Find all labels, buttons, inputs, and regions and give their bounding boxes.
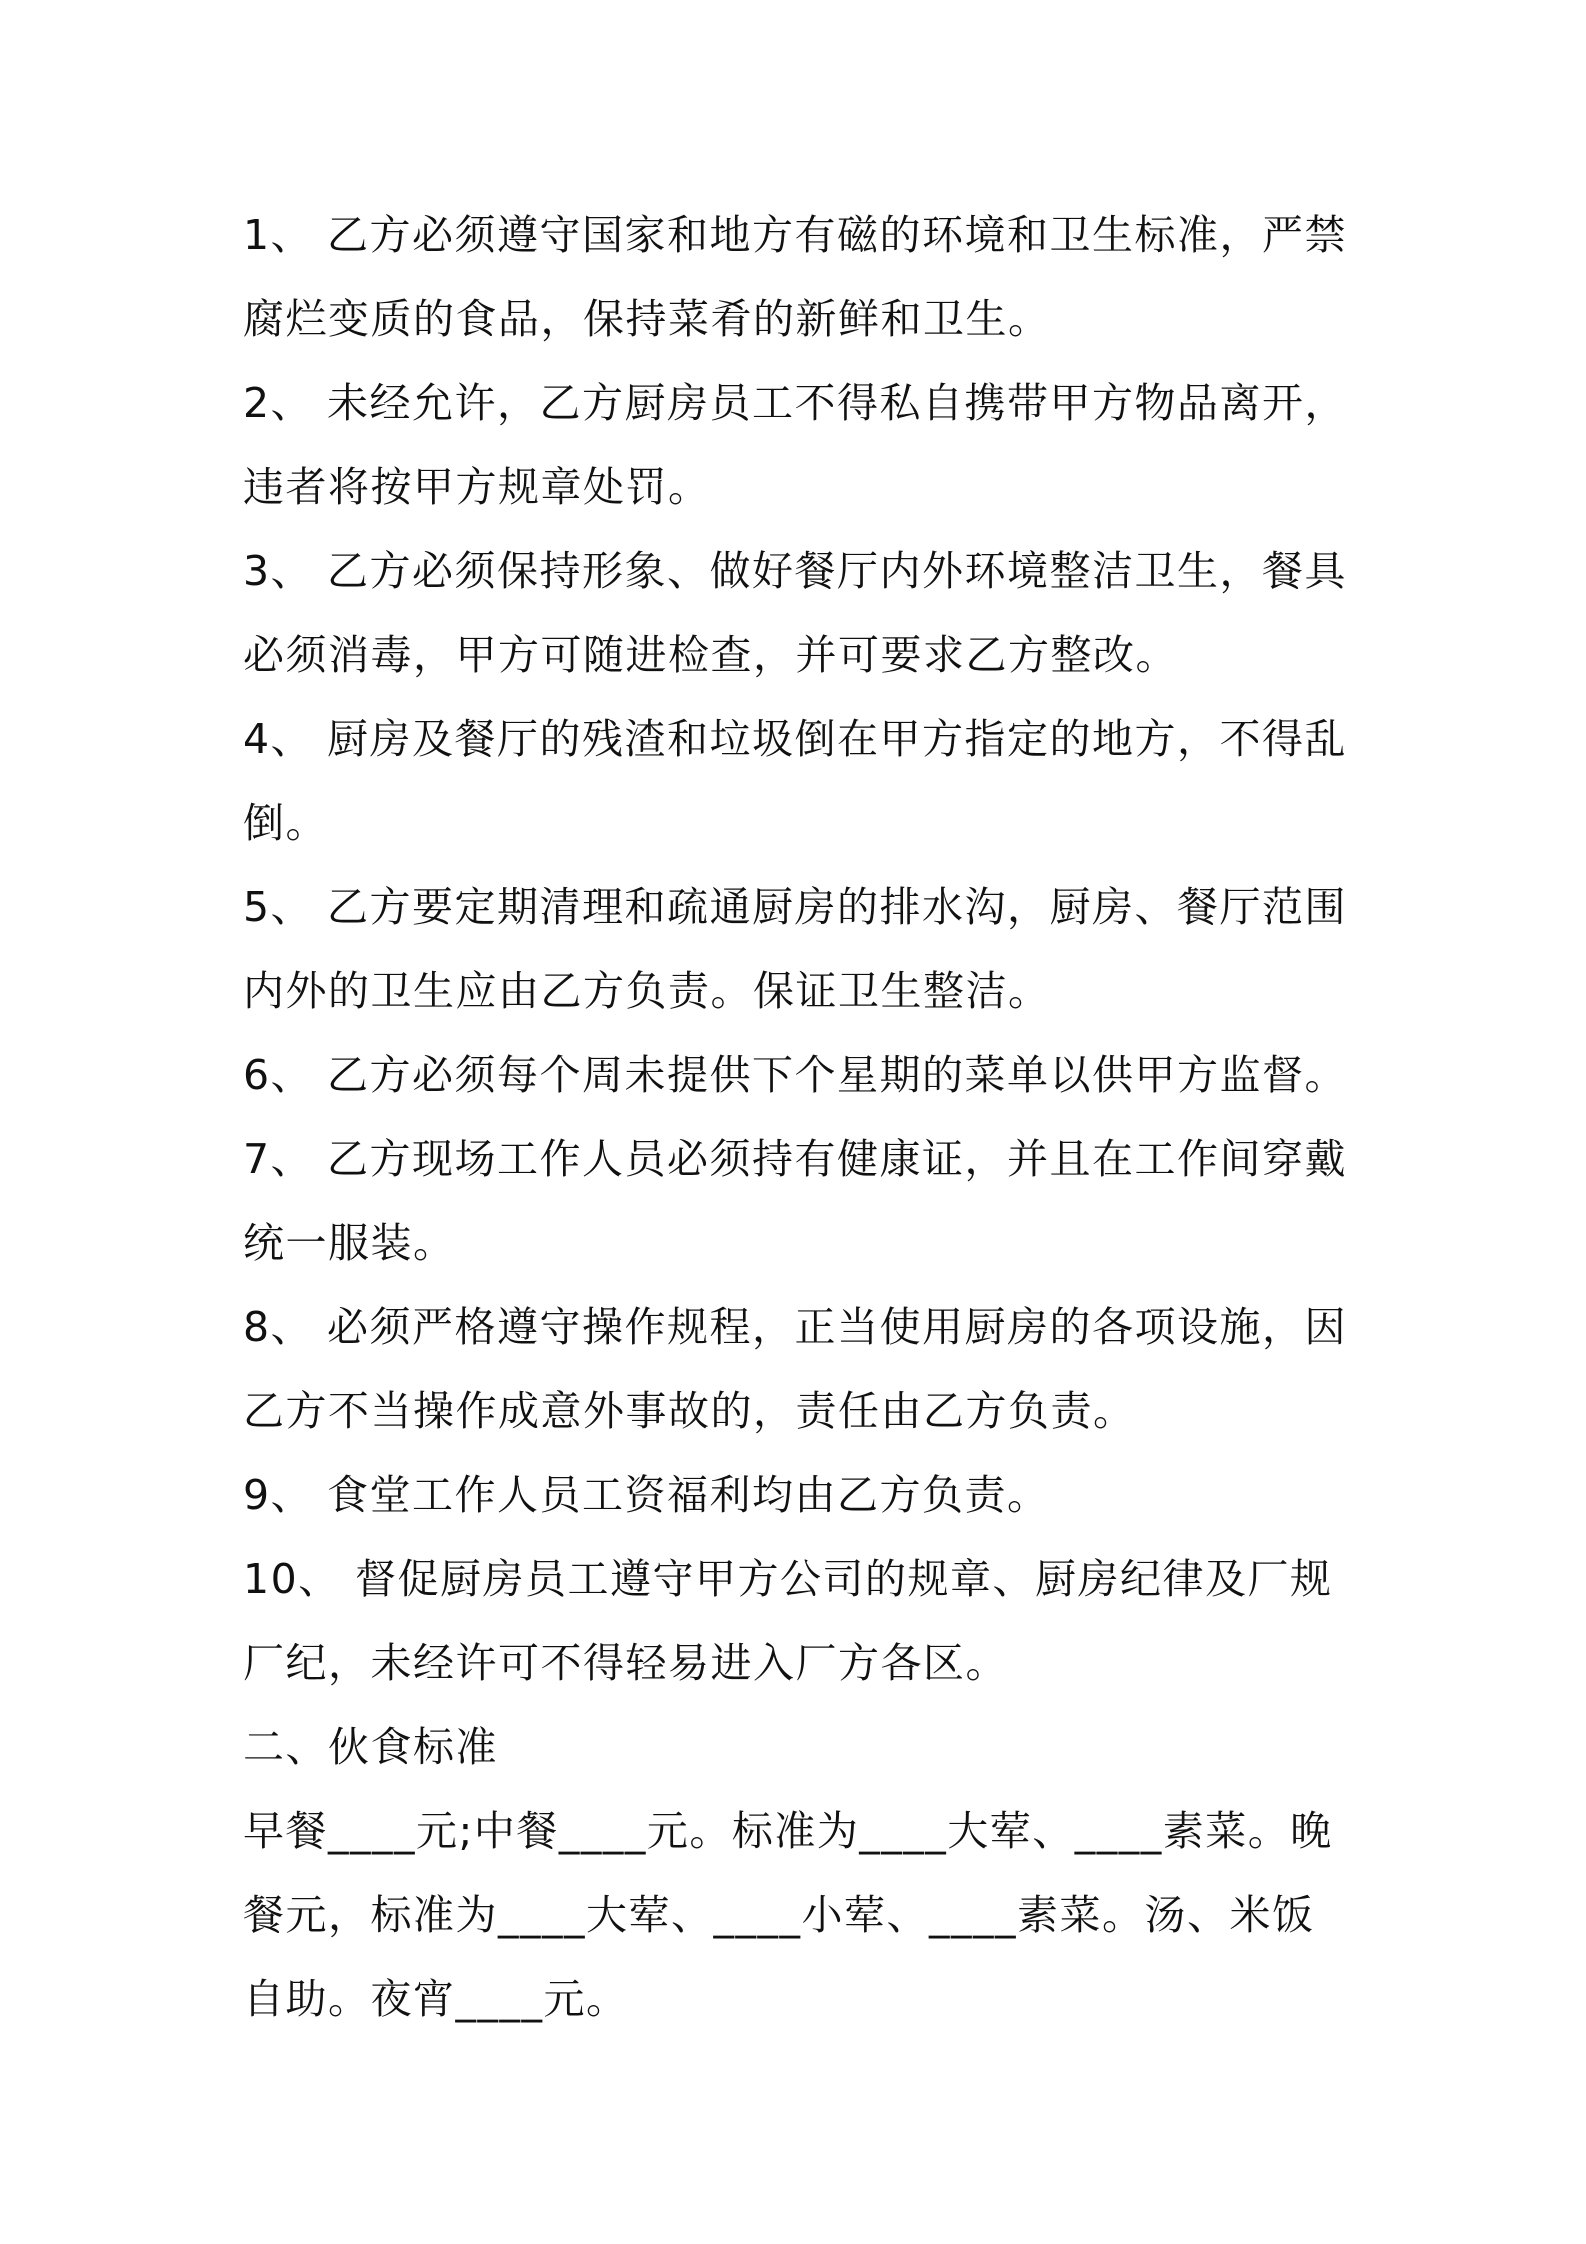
list-item-text: 未经允许，乙方厨房员工不得私自携带甲方物品离开， — [327, 379, 1347, 427]
meal-standard-text: 餐元，标准为____大荤、____小荤、____素菜。汤、米饭 — [243, 1891, 1315, 1939]
list-item-7-line-2 — [243, 1201, 1358, 1285]
list-item-3-line-1 — [243, 529, 1358, 613]
list-item-10-line-1 — [243, 1537, 1358, 1621]
list-item-4-line-1 — [243, 697, 1358, 781]
list-item-7-line-1 — [243, 1117, 1358, 1201]
list-item-6-line-1 — [243, 1033, 1358, 1117]
document-body — [243, 193, 1358, 2041]
list-item-8-line-2 — [243, 1369, 1358, 1453]
list-item-text: 倒。 — [243, 799, 328, 847]
list-item-number: 5、 — [243, 883, 314, 931]
list-item-number: 4、 — [243, 715, 314, 763]
list-item-text: 乙方必须保持形象、做好餐厅内外环境整洁卫生，餐具 — [327, 547, 1347, 595]
list-item-text: 乙方不当操作成意外事故的，责任由乙方负责。 — [243, 1387, 1136, 1435]
meal-standard-text: 早餐____元;中餐____元。标准为____大荤、____素菜。晚 — [243, 1807, 1333, 1855]
list-item-text: 乙方要定期清理和疏通厨房的排水沟，厨房、餐厅范围 — [327, 883, 1347, 931]
list-item-number: 1、 — [243, 211, 314, 259]
list-item-text: 必须严格遵守操作规程，正当使用厨房的各项设施，因 — [327, 1303, 1347, 1351]
list-item-text: 厂纪，未经许可不得轻易进入厂方各区。 — [243, 1639, 1008, 1687]
list-item-2-line-2 — [243, 445, 1358, 529]
section-heading-text: 二、伙食标准 — [243, 1723, 498, 1771]
meal-standard-line-1 — [243, 1789, 1358, 1873]
list-item-2-line-1 — [243, 361, 1358, 445]
list-item-10-line-2 — [243, 1621, 1358, 1705]
meal-standard-line-3 — [243, 1957, 1358, 2041]
list-item-number: 2、 — [243, 379, 314, 427]
list-item-5-line-1 — [243, 865, 1358, 949]
list-item-text: 违者将按甲方规章处罚。 — [243, 463, 711, 511]
list-item-text: 食堂工作人员工资福利均由乙方负责。 — [327, 1471, 1050, 1519]
list-item-text: 腐烂变质的食品，保持菜肴的新鲜和卫生。 — [243, 295, 1051, 343]
list-item-text: 厨房及餐厅的残渣和垃圾倒在甲方指定的地方，不得乱 — [327, 715, 1347, 763]
list-item-number: 7、 — [243, 1135, 314, 1183]
list-item-1-line-1 — [243, 193, 1358, 277]
list-item-3-line-2 — [243, 613, 1358, 697]
list-item-1-line-2 — [243, 277, 1358, 361]
meal-standard-text: 自助。夜宵____元。 — [243, 1975, 629, 2023]
list-item-text: 统一服装。 — [243, 1219, 456, 1267]
list-item-text: 乙方必须遵守国家和地方有磁的环境和卫生标准，严禁 — [327, 211, 1347, 259]
list-item-number: 8、 — [243, 1303, 314, 1351]
list-item-8-line-1 — [243, 1285, 1358, 1369]
section-heading — [243, 1705, 1358, 1789]
list-item-text: 督促厨房员工遵守甲方公司的规章、厨房纪律及厂规 — [355, 1555, 1333, 1603]
list-item-number: 6、 — [243, 1051, 314, 1099]
list-item-text: 乙方必须每个周未提供下个星期的菜单以供甲方监督。 — [327, 1051, 1347, 1099]
list-item-number: 10、 — [243, 1555, 341, 1603]
list-item-4-line-2 — [243, 781, 1358, 865]
list-item-number: 9、 — [243, 1471, 314, 1519]
list-item-text: 乙方现场工作人员必须持有健康证，并且在工作间穿戴 — [327, 1135, 1347, 1183]
list-item-5-line-2 — [243, 949, 1358, 1033]
list-item-9-line-1 — [243, 1453, 1358, 1537]
list-item-number: 3、 — [243, 547, 314, 595]
meal-standard-line-2 — [243, 1873, 1358, 1957]
list-item-text: 必须消毒，甲方可随进检查，并可要求乙方整改。 — [243, 631, 1178, 679]
list-item-text: 内外的卫生应由乙方负责。保证卫生整洁。 — [243, 967, 1051, 1015]
